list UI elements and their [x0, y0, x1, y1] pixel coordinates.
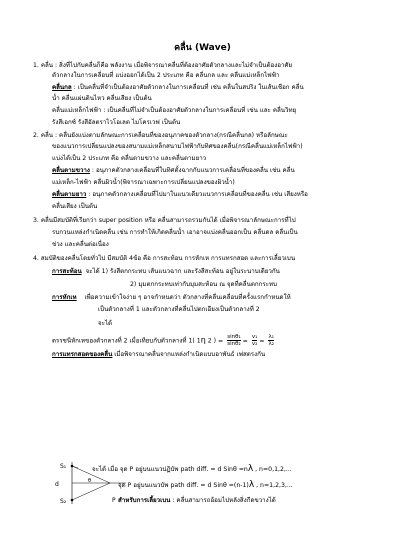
s1-label: S₁ — [60, 463, 67, 470]
wavelength-ratio-den: λ₂ — [268, 341, 274, 347]
p-label: P — [112, 497, 116, 504]
wavelength-ratio-num: λ₁ — [268, 334, 274, 340]
lambda-symbol-2: λ — [248, 480, 255, 490]
velocity-ratio-den: v₂ — [251, 341, 258, 347]
page-title: คลื่น (Wave) — [174, 43, 231, 53]
s1-line-5: คลื่นแม่เหล็กไฟฟ้า : เป็นคลื่นที่ไม่จำเป็นต้องอาศัยตัวกลางในการเคลื่อนที่ เช่น และ คลื่นวิทยุ — [52, 107, 297, 114]
path-s2 — [72, 483, 110, 500]
s3-line-1: 3. คลื่นมีสมบัติที่เรียกว่า super position หรือ คลื่นสามารถรวมกันได้ เมื่อพิจารณาลักษณะการที่ไป — [33, 217, 296, 224]
s2-line-6 — [52, 191, 308, 199]
refraction-row-1 — [52, 294, 291, 302]
wavelength-ratio — [268, 334, 273, 347]
s1-line-2: ตัวกลางในการเคลื่อนที่ แบ่งออกได้เป็น 2 ประเภท คือ คลื่นกล และ คลื่นแม่เหล็กไฟฟ้า — [52, 72, 280, 79]
term-diffraction: สำหรับการเลี้ยวเบน — [118, 497, 171, 504]
velocity-ratio — [252, 334, 257, 347]
snell-law-line: ดรรชนีหักเหของตัวกลางที่ 2 เมื่อเทียบกับตัวกลางที่ 1( 1η 2 ) = $\frac{\text{sinθ₁}}{\text{sinθ₂}}$ = $\frac{\text{v₁}}{\text{v₂}}$ = $\frac{\text{λ₁}}{\text{λ₂}}$ — [52, 334, 274, 347]
s3-line-3: ช่วง และคลื่นต่อเนื่อง — [52, 241, 109, 248]
term-reflection: การสะท้อน — [52, 268, 82, 275]
s2-line-4 — [52, 167, 295, 175]
s1-line-1: 1. คลื่น : สิ่งที่ไปกับคลื่นก็คือ พลังงาน เมื่อพิจารณาคลื่นที่ต้องอาศัยตัวกลางและไม่จำเป็นต้องอาศัย — [33, 62, 293, 69]
interference-row — [52, 351, 265, 359]
sin-ratio — [227, 334, 240, 347]
term-transverse-wave: คลื่นตามขวาง — [52, 167, 90, 174]
s2-line-5: แม่เหล็ก-ไฟฟ้า คลื่นผิวน้ำ(พิจารณาเฉพาะการเปลี่ยนแปลงของผิวน้ำ) — [52, 179, 235, 186]
sin-ratio-num: sinθ₁ — [227, 334, 241, 340]
eta-symbol: η — [200, 335, 206, 345]
theta-label: θ — [88, 478, 92, 484]
term-interference: การแทรกสอดของคลื่น — [52, 351, 113, 358]
diffraction-row — [118, 497, 276, 505]
refraction-text-3: จะได้ — [98, 320, 113, 327]
reflection-row-1 — [52, 268, 280, 276]
s3-line-2: รบกวนแหล่งกำเนิดคลื่น เช่น การทำให้เกิดคลื่นน้ำ เอาอาจแบ่งคลื่นออกเป็น คลื่นดล คลื่นเป็น — [52, 229, 298, 236]
velocity-ratio-num: v₁ — [251, 334, 258, 340]
antinode-text: จะได้ เมื่อ จุด P อยู่บนแนวปฏิบัพ path diff. = d Sinθ =n — [92, 466, 248, 473]
s1-line-6: รังสีเอกซ์ รังสีอัลตราไวโอเลต ไมโครเวฟ เป็นต้น — [52, 119, 181, 126]
node-n: , n=1,2,3,... — [254, 482, 293, 489]
sin-ratio-den: sinθ₂ — [227, 341, 241, 347]
node-condition — [118, 481, 293, 490]
refraction-text-1: เพื่อความเข้าใจง่าย ๆ อาจกำหนดว่า ตัวกลางที่คลื่นเคลื่อนที่ครั้งแรกกำหนดให้ — [84, 294, 291, 301]
reflection-rule-1: จะได้ 1) รังสีตกกระทบ เส้นแนวฉาก และรังสีสะท้อน อยู่ในระนาบเดียวกัน — [85, 268, 280, 275]
term-mechanical-wave: คลื่นกล — [52, 84, 72, 91]
s1-line-4: น้ำ คลื่นแผ่นดินไหว คลื่นเสียง เป็นต้น — [52, 95, 152, 102]
snell-equals: 2 ) = — [205, 337, 226, 345]
antinode-n: , n=0,1,2,... — [253, 466, 292, 473]
path-difference-marker — [72, 466, 78, 468]
interference-text: เมื่อพิจารณาคลื่นจากแหล่งกำเนิดแบบอาพันธ์ เฟสตรงกัน — [112, 351, 266, 358]
term-refraction: การหักเห — [52, 294, 77, 301]
s2-line-6-text: : อนุภาคตัวกลางเคลื่อนที่ไปมาในแนวเดียวแนวการเคลื่อนที่ของคลื่น เช่น เสียงหรือ — [86, 191, 308, 198]
s2-line-1: 2. คลื่น : คลื่นยังแบ่งตามลักษณะการเคลื่อนที่ของอนุภาคของตัวกลาง(กรณีคลื่นกล) หรือลักษณะ — [33, 132, 288, 139]
s2-line-7: คลื่นเสียง เป็นต้น — [52, 203, 98, 210]
snell-text: ดรรชนีหักเหของตัวกลางที่ 2 เมื่อเทียบกับตัวกลางที่ 1( 1 — [52, 337, 201, 345]
s2-line-3: แบ่งได้เป็น 2 ประเภท คือ คลื่นตามขวาง และคลื่นตามยาว — [52, 155, 207, 162]
d-label: d — [55, 481, 59, 488]
term-longitudinal-wave: คลื่นตามยาว — [52, 191, 87, 198]
antinode-condition — [92, 465, 292, 474]
s2-line-4-text: : อนุภาคตัวกลางเคลื่อนที่ในทิศตั้งฉากกับแนวการเคลื่อนที่ของคลื่น เช่น คลื่น — [89, 167, 295, 174]
node-text: จุด P อยู่บนแนวบัพ path diff. = d Sinθ =(n-1) — [118, 482, 249, 489]
s1-line-3-text: : เป็นคลื่นที่จำเป็นต้องอาศัยตัวกลางในการเคลื่อนที่ เช่น คลื่นในสปริง ในเส้นเชือก คลื่น — [71, 84, 304, 91]
s2-label: S₂ — [60, 498, 67, 505]
reflection-rule-2: 2) มุมตกกระทบเท่ากับมุมสะท้อน ณ จุดที่คลื่นตกกระทบ — [130, 281, 277, 288]
diffraction-text: : คลื่นสามารถอ้อมไปหลังสิ่งกีดขวางได้ — [170, 497, 276, 504]
s4-line-1: 4. สมบัติของคลื่นโดยทั่วไป มีสมบัติ 4ข้อ คือ การสะท้อน การหักเห การแทรกสอด และการเลี้ยวเบน — [33, 255, 296, 262]
s2-line-2: ของแนวการเปลี่ยนแปลงของสนามแม่เหล็กสนามไฟฟ้ากับทิศของคลื่น(กรณีคลื่นแม่เหล็กไฟฟ้า) — [52, 143, 303, 150]
lambda-symbol-1: λ — [247, 464, 254, 474]
refraction-text-2: เป็นตัวกลางที่ 1 และตัวกลางที่คลื่นไปตกเอียงเป็นตัวกลางที่ 2 — [98, 306, 260, 313]
s1-line-3 — [52, 84, 304, 92]
